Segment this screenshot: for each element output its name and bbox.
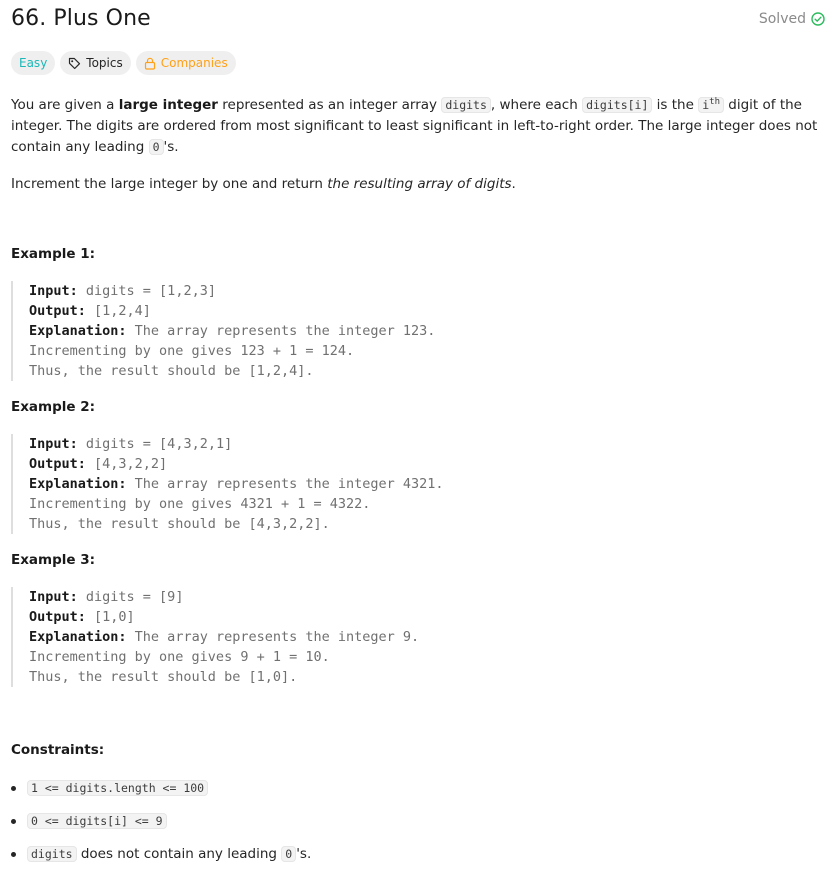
input-value: digits = [4,3,2,1] <box>77 436 233 452</box>
inline-code: 0 <= digits[i] <= 9 <box>27 813 167 829</box>
text: 's. <box>296 846 312 862</box>
example-2-title: Example 2: <box>11 399 96 415</box>
companies-tag[interactable] <box>136 51 236 75</box>
input-label: Input: <box>29 436 78 452</box>
example-2-block <box>11 434 829 534</box>
list-item <box>11 811 311 844</box>
inline-code: 0 <box>281 846 296 862</box>
output-label: Output: <box>29 303 86 319</box>
explanation-line: Incrementing by one gives 123 + 1 = 124. <box>29 343 355 359</box>
explanation-label: Explanation: <box>29 476 127 492</box>
companies-label: Companies <box>160 56 228 70</box>
output-label: Output: <box>29 456 86 472</box>
text: does not contain any leading <box>76 846 282 862</box>
explanation-line: Thus, the result should be [1,2,4]. <box>29 363 314 379</box>
tag-row <box>11 51 236 75</box>
example-3-block <box>11 587 829 687</box>
output-value: [1,0] <box>85 609 135 625</box>
statement-paragraph-2 <box>11 174 821 195</box>
list-item <box>11 778 311 811</box>
statement-paragraph-1 <box>11 92 821 158</box>
output-label: Output: <box>29 609 86 625</box>
text: is the <box>652 96 699 113</box>
example-3-title: Example 3: <box>11 552 96 568</box>
explanation-line: Thus, the result should be [1,0]. <box>29 669 298 685</box>
text: , where each <box>490 96 583 113</box>
bold-text: large integer <box>118 96 218 113</box>
inline-code <box>698 97 724 113</box>
inline-code: 0 <box>149 139 164 155</box>
constraints-list <box>11 778 311 877</box>
input-label: Input: <box>29 589 78 605</box>
solved-label: Solved <box>758 11 806 27</box>
inline-code: digits <box>27 846 77 862</box>
text: You are given a <box>11 96 119 113</box>
code-text: i <box>702 97 710 112</box>
text: Increment the large integer by one and return <box>11 175 328 192</box>
inline-code: 1 <= digits.length <= 100 <box>27 780 208 796</box>
explanation-text: The array represents the integer 4321. <box>126 476 444 492</box>
input-label: Input: <box>29 283 78 299</box>
explanation-line: Thus, the result should be [4,3,2,2]. <box>29 516 330 532</box>
solved-status <box>759 11 825 27</box>
problem-statement <box>11 92 821 211</box>
italic-text: the resulting array of digits <box>327 175 512 192</box>
constraints-title: Constraints: <box>11 742 105 758</box>
text: 's. <box>163 138 179 155</box>
list-item <box>11 844 311 877</box>
inline-code: digits[i] <box>582 97 652 113</box>
difficulty-badge[interactable] <box>11 51 55 75</box>
lock-icon <box>144 57 156 70</box>
text: represented as an integer array <box>217 96 442 113</box>
input-value: digits = [9] <box>77 589 184 605</box>
text: digit of the integer. The digits are ordered from most significant to least significant in left-to-right order. The large integer does not contain any leading <box>11 96 818 155</box>
topics-label: Topics <box>86 56 123 70</box>
explanation-label: Explanation: <box>29 323 127 339</box>
example-1-title: Example 1: <box>11 246 96 262</box>
explanation-text: The array represents the integer 9. <box>126 629 420 645</box>
explanation-line: Incrementing by one gives 9 + 1 = 10. <box>29 649 330 665</box>
topics-tag[interactable] <box>60 51 130 75</box>
superscript: th <box>709 97 720 107</box>
check-circle-icon <box>811 12 825 26</box>
output-value: [4,3,2,2] <box>85 456 168 472</box>
inline-code: digits <box>441 97 491 113</box>
example-1-block <box>11 281 829 381</box>
explanation-text: The array represents the integer 123. <box>126 323 436 339</box>
output-value: [1,2,4] <box>85 303 151 319</box>
input-value: digits = [1,2,3] <box>77 283 216 299</box>
explanation-label: Explanation: <box>29 629 127 645</box>
difficulty-label: Easy <box>19 56 48 70</box>
text: . <box>511 175 516 192</box>
explanation-line: Incrementing by one gives 4321 + 1 = 4322. <box>29 496 371 512</box>
title-row <box>11 6 825 36</box>
problem-title: 66. Plus One <box>11 6 151 31</box>
tag-icon <box>68 57 81 70</box>
